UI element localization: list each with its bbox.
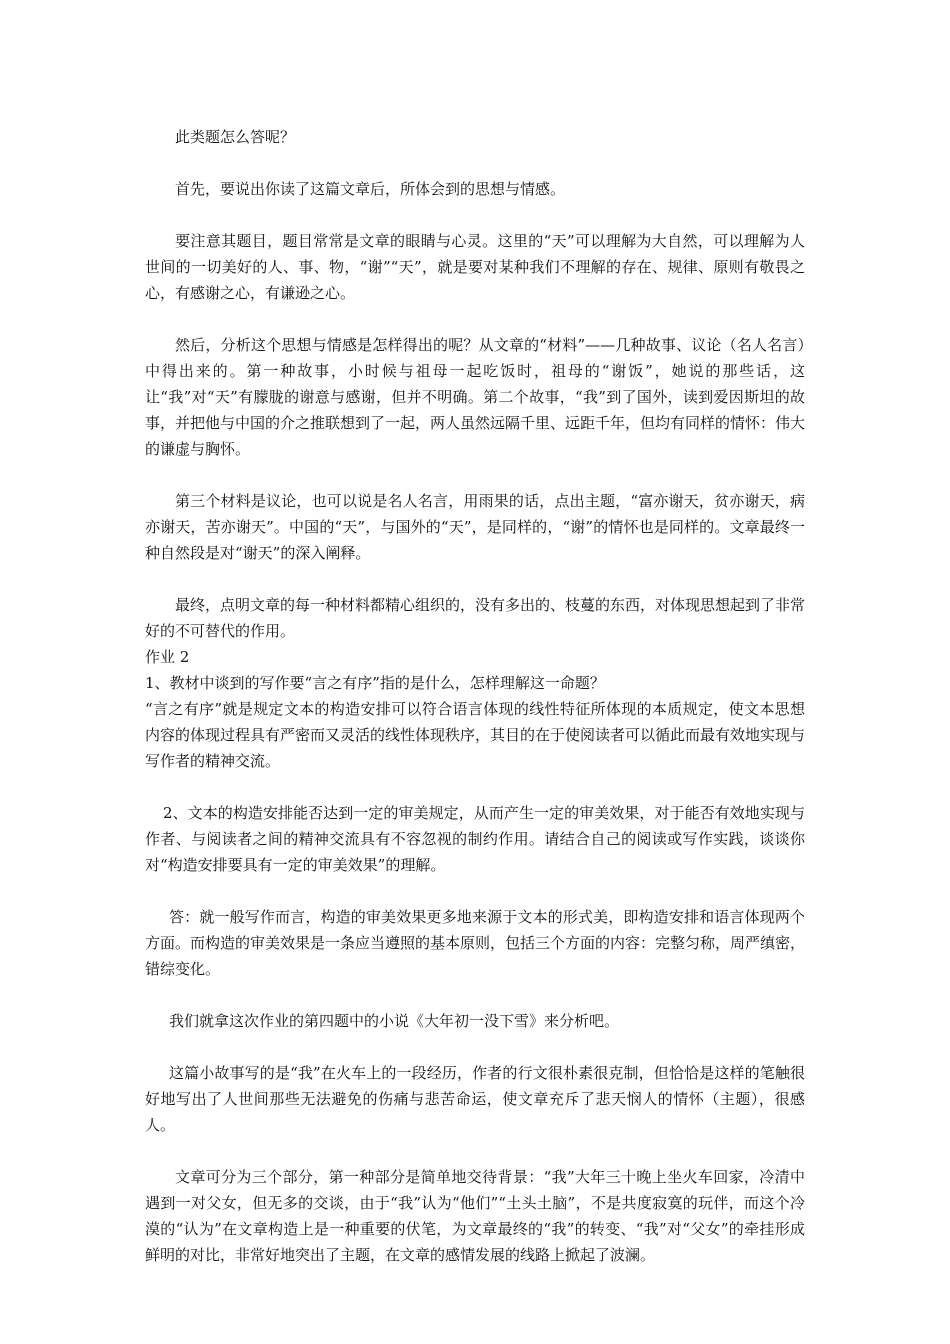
paragraph: 首先，要说出你读了这篇文章后，所体会到的思想与情感。 — [175, 180, 566, 198]
paragraph: 要注意其题目，题目常常是文章的眼睛与心灵。这里的“天”可以理解为大自然，可以理解为人世间的一切美好的人、事、物，“谢”“天”，就是要对某种我们不理解的存在、规律、原则有敬畏之心，有感谢之心，有谦逊之心。 — [145, 232, 805, 302]
answer-paragraph: 这篇小故事写的是“我”在火车上的一段经历，作者的行文很朴素很克制，但恰恰是这样的笔触很好地写出了人世间那些无法避免的伤痛与悲苦命运，使文章充斥了悲天悯人的情怀（主题），很感人。 — [145, 1064, 805, 1134]
paragraph: 此类题怎么答呢？ — [175, 128, 296, 146]
answer-paragraph: 文章可分为三个部分，第一种部分是简单地交待背景：“我”大年三十晚上坐火车回家，冷清中遇到一对父女，但无多的交谈，由于“我”认为“他们”“土头土脑”，不是共度寂寞的玩伴，而这个冷漠的“认为”在文章构造上是一种重要的伏笔，为文章最终的“我”的转变、“我”对“父女”的牵挂形成鲜明的对比，非常好地突出了主题，在文章的感情发展的线路上掀起了波澜。 — [145, 1168, 805, 1264]
document-body — [145, 124, 805, 1268]
question: 2、文本的构造安排能否达到一定的审美规定，从而产生一定的审美效果，对于能否有效地实现与作者、与阅读者之间的精神交流具有不容忽视的制约作用。请结合自己的阅读或写作实践，谈谈你对“构造安排要具有一定的审美效果”的理解。 — [145, 804, 805, 874]
answer-paragraph: 我们就拿这次作业的第四题中的小说《大年初一没下雪》来分析吧。 — [169, 1012, 620, 1030]
section-heading: 作业 2 — [145, 648, 190, 666]
question: 1、教材中谈到的写作要“言之有序”指的是什么，怎样理解这一命题？ — [145, 674, 605, 692]
answer-paragraph: 答：就一般写作而言，构造的审美效果更多地来源于文本的形式美，即构造安排和语言体现两个方面。而构造的审美效果是一条应当遵照的基本原则，包括三个方面的内容：完整匀称，周严缜密，错综变化。 — [145, 908, 806, 978]
answer-paragraph: “言之有序”就是规定文本的构造安排可以符合语言体现的线性特征所体现的本质规定，使文本思想内容的体现过程具有严密而又灵活的线性体现秩序，其目的在于使阅读者可以循此而最有效地实现与写作者的精神交流。 — [145, 700, 806, 770]
paragraph: 第三个材料是议论，也可以说是名人名言，用雨果的话，点出主题，“富亦谢天，贫亦谢天，病亦谢天，苦亦谢天”。中国的“天”，与国外的“天”，是同样的，“谢”的情怀也是同样的。文章最终一种自然段是对“谢天”的深入阐释。 — [145, 492, 805, 562]
paragraph: 最终，点明文章的每一种材料都精心组织的，没有多出的、枝蔓的东西，对体现思想起到了非常好的不可替代的作用。 — [145, 596, 806, 640]
paragraph: 然后，分析这个思想与情感是怎样得出的呢？从文章的“材料”——几种故事、议论（名人名言）中得出来的。第一种故事，小时候与祖母一起吃饭时，祖母的“谢饭”，她说的那些话，这让“我”对“天”有朦胧的谢意与感谢，但并不明确。第二个故事，“我”到了国外，读到爱因斯坦的故事，并把他与中国的介之推联想到了一起，两人虽然远隔千里、远距千年，但均有同样的情怀：伟大的谦虚与胸怀。 — [145, 336, 806, 458]
